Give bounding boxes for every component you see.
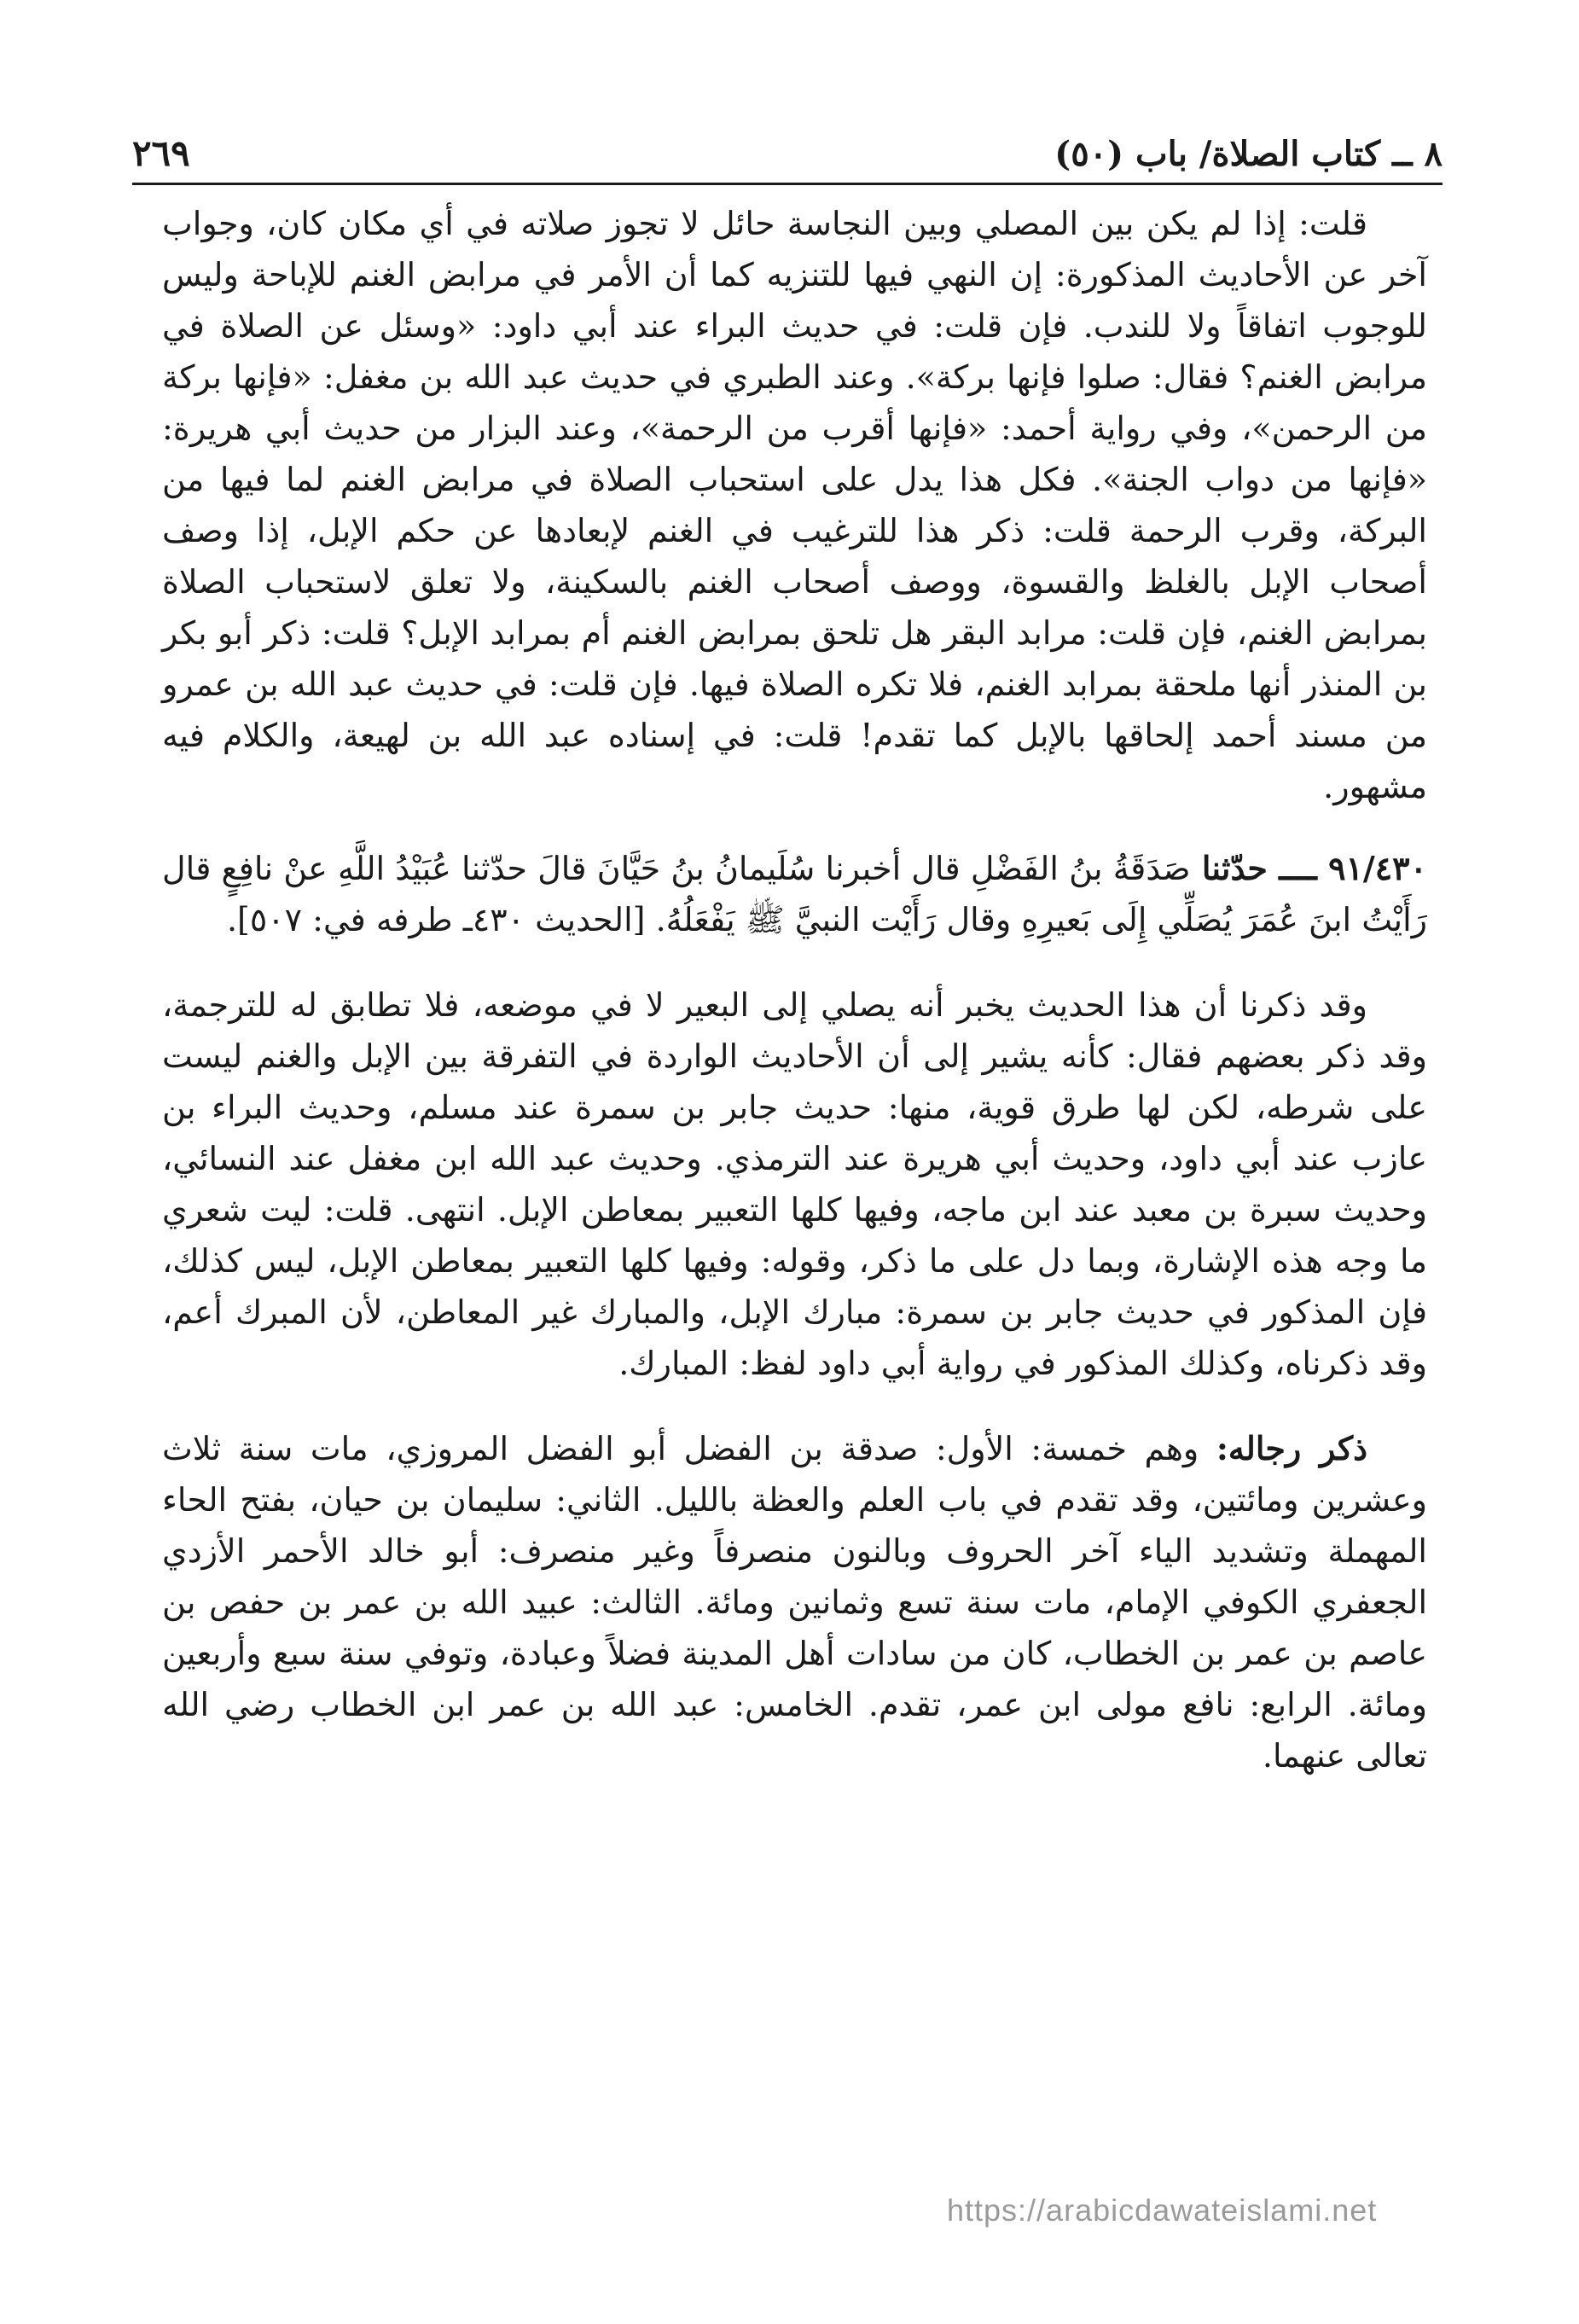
hadith-number: ٩١/٤٣٠ ــــ حدّثنا xyxy=(1201,849,1427,887)
header-divider xyxy=(132,183,1443,185)
commentary-paragraph-2: وقد ذكرنا أن هذا الحديث يخبر أنه يصلي إلى البعير لا في موضعه، فلا تطابق له للترجمة، وقد ذكر بعضهم فقال: كأنه يشير إلى أن الأحاديث الواردة في التفرقة بين الإبل والغنم ليست على شرطه، لكن لها طرق قوية، منها: حديث جابر بن سمرة عند مسلم، وحديث البراء بن عازب عند أبي داود، وحديث أبي هريرة عند الترمذي. وحديث عبد الله ابن مغفل عند النسائي، وحديث سبرة بن معبد عند ابن ماجه، وفيها كلها التعبير بمعاطن الإبل. انتهى. قلت: ليت شعري ما وجه هذه الإشارة، وبما دل على ما ذكر، وقوله: وفيها كلها التعبير بمعاطن الإبل، ليس كذلك، فإن المذكور في حديث جابر بن سمرة: مبارك الإبل، والمبارك غير المعاطن، لأن المبرك أعم، وقد ذكرناه، وكذلك المذكور في رواية أبي داود لفظ: المبارك. xyxy=(162,986,1427,1382)
watermark-url: https://arabicdawateislami.net xyxy=(947,2193,1378,2228)
commentary-paragraph-1: قلت: إذا لم يكن بين المصلي وبين النجاسة حائل لا تجوز صلاته في أي مكان كان، وجواب آخر عن الأحاديث المذكورة: إن النهي فيها للتنزيه كما أن الأمر في مرابض الغنم للإباحة وليس للوجوب اتفاقاً ولا للندب. فإن قلت: في حديث البراء عند أبي داود: «وسئل عن الصلاة في مرابض الغنم؟ فقال: صلوا فإنها بركة». وعند الطبري في حديث عبد الله بن مغفل: «فإنها بركة من الرحمن»، وفي رواية أحمد: «فإنها أقرب من الرحمة»، وعند البزار من حديث أبي هريرة: «فإنها من دواب الجنة». فكل هذا يدل على استحباب الصلاة في مرابض الغنم لما فيها من البركة، وقرب الرحمة قلت: ذكر هذا للترغيب في الغنم لإبعادها عن حكم الإبل، إذا وصف أصحاب الإبل بالغلظ والقسوة، ووصف أصحاب الغنم بالسكينة، ولا تعلق لاستحباب الصلاة بمرابض الغنم، فإن قلت: مرابد البقر هل تلحق بمرابض الغنم أم بمرابد الإبل؟ قلت: ذكر أبو بكر بن المنذر أنها ملحقة بمرابد الغنم، فلا تكره الصلاة فيها. فإن قلت: في حديث عبد الله بن عمرو من مسند أحمد إلحاقها بالإبل كما تقدم! قلت: في إسناده عبد الله بن لهيعة، والكلام فيه مشهور. xyxy=(162,205,1427,805)
chapter-title: ٨ ــ كتاب الصلاة/ باب (٥٠) xyxy=(1054,134,1443,174)
hadith-text-block xyxy=(162,843,1427,945)
page-header xyxy=(132,119,1443,174)
narrators-heading: ذكر رجاله: xyxy=(1216,1429,1367,1467)
spacer xyxy=(162,945,1427,979)
page-number: ٢٦٩ xyxy=(132,132,190,174)
page-body xyxy=(162,198,1427,1781)
hadith-body: صَدَقَةُ بنُ الفَضْلِ قال أخبرنا سُلَيمانُ بنُ حَيَّانَ قالَ حدّثنا عُبَيْدُ اللَّهِ عنْ نافِعٍ قال رَأَيْتُ ابنَ عُمَرَ يُصَلِّي إِلَى بَعيرِهِ وقال رَأَيْت النبيَّ ﷺ يَفْعَلُهُ. [الحديث ٤٣٠ـ طرفه في: ٥٠٧]. xyxy=(162,850,1427,938)
narrators-text: وهم خمسة: الأول: صدقة بن الفضل أبو الفضل المروزي، مات سنة ثلاث وعشرين ومائتين، وقد تقدم في باب العلم والعظة بالليل. الثاني: سليمان بن حيان، بفتح الحاء المهملة وتشديد الياء آخر الحروف وبالنون منصرفاً وغير منصرف: أبو خالد الأحمر الأزدي الجعفري الكوفي الإمام، مات سنة تسع وثمانين ومائة. الثالث: عبيد الله بن عمر بن حفص بن عاصم بن عمر بن الخطاب، كان من سادات أهل المدينة فضلاً وعبادة، وتوفي سنة سبع وأربعين ومائة. الرابع: نافع مولى ابن عمر، تقدم. الخامس: عبد الله بن عمر ابن الخطاب رضي الله تعالى عنهما. xyxy=(162,1430,1427,1775)
narrators-paragraph xyxy=(162,1423,1427,1781)
spacer xyxy=(162,1389,1427,1423)
